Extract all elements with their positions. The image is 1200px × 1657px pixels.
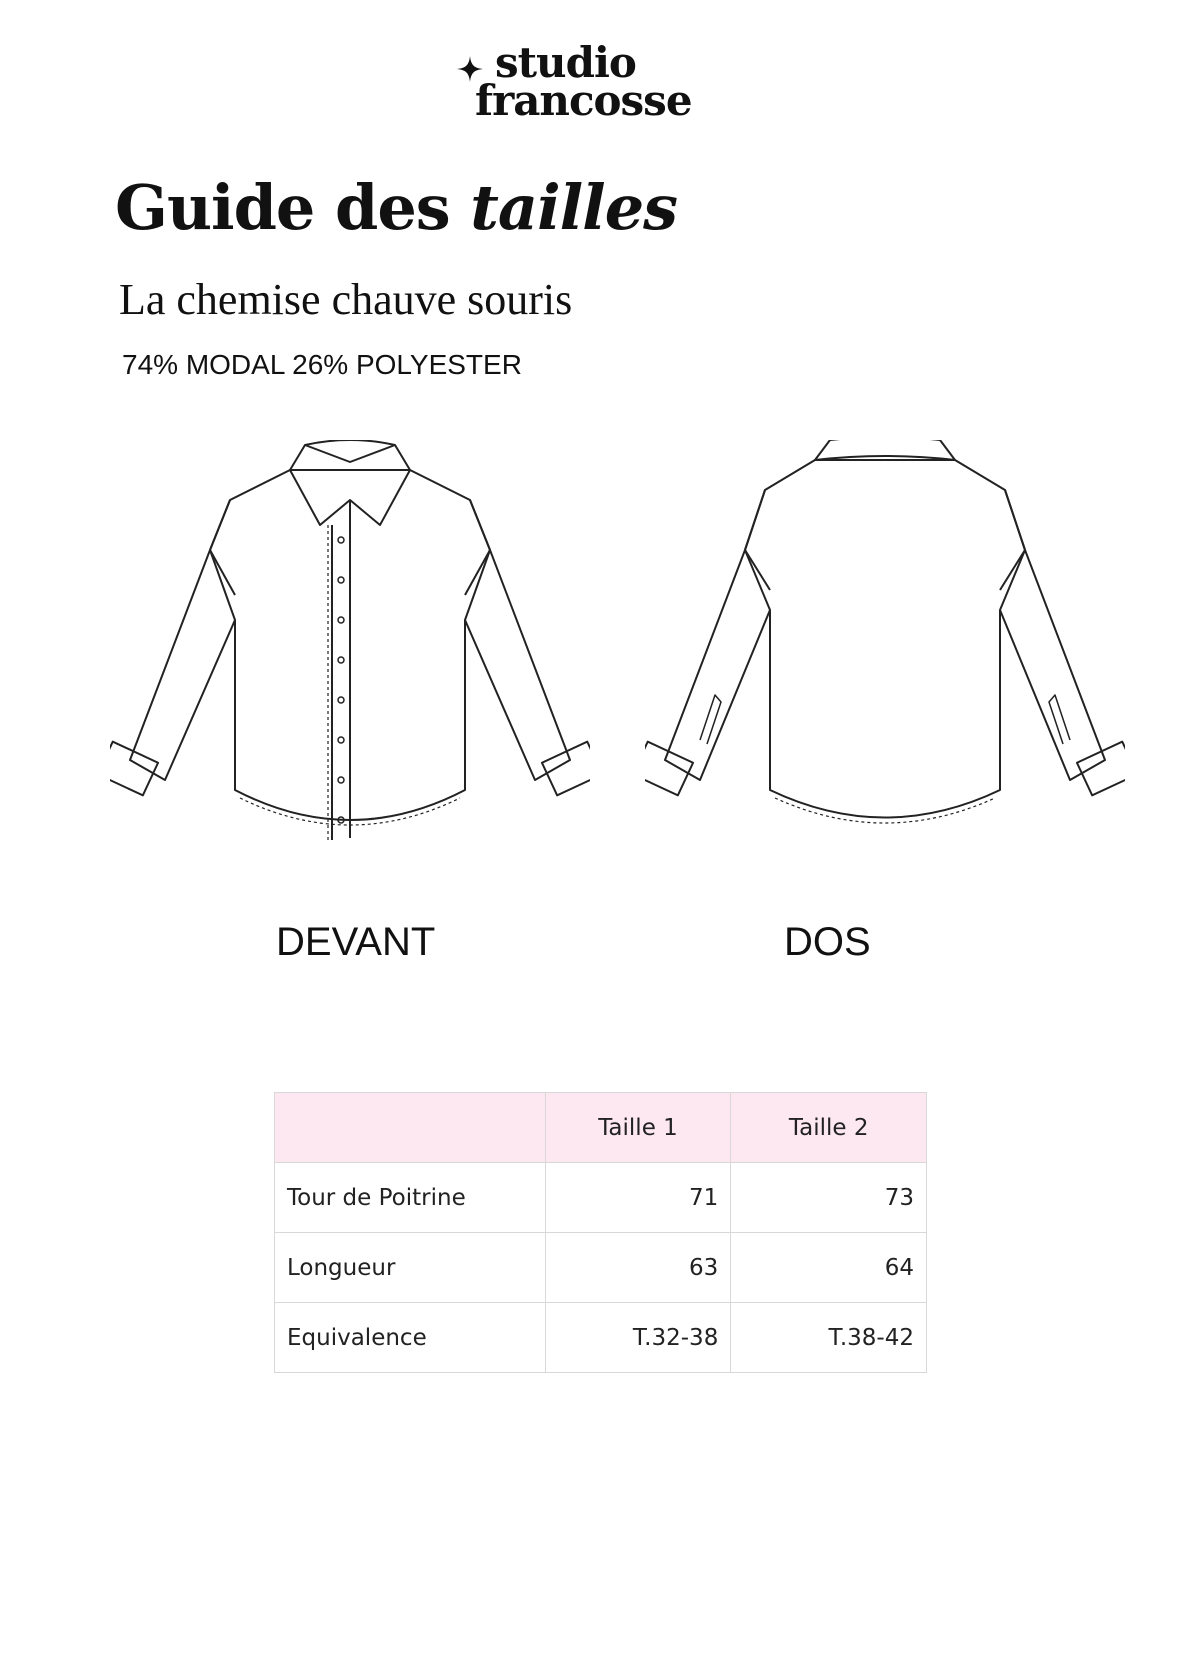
front-view-label: DEVANT (276, 920, 436, 964)
table-cell: 71 (545, 1163, 731, 1233)
table-row (275, 1233, 927, 1303)
fabric-composition: 74% MODAL 26% POLYESTER (122, 349, 522, 380)
title-italic: tailles (470, 171, 678, 244)
brand-line-1: studio (495, 38, 636, 87)
shirt-front-drawing (110, 440, 590, 860)
table-header-cell: Taille 1 (545, 1093, 731, 1163)
product-name: La chemise chauve souris (119, 275, 573, 324)
table-cell: T.32-38 (545, 1303, 731, 1373)
shirt-back-drawing (645, 440, 1125, 860)
table-header-cell: Taille 2 (731, 1093, 927, 1163)
table-row (275, 1303, 927, 1373)
table-cell: T.38-42 (731, 1303, 927, 1373)
brand-line-2: francosse (475, 76, 692, 125)
table-row (275, 1163, 927, 1233)
table-cell: 63 (545, 1233, 731, 1303)
table-header-cell (275, 1093, 546, 1163)
brand-logo (455, 40, 755, 130)
title-regular: Guide des (115, 171, 450, 244)
table-cell: 64 (731, 1233, 927, 1303)
table-cell: 73 (731, 1163, 927, 1233)
size-chart-table (274, 1092, 927, 1373)
page-title (115, 170, 677, 246)
back-view-label: DOS (784, 920, 871, 964)
row-label: Longueur (275, 1233, 546, 1303)
row-label: Tour de Poitrine (275, 1163, 546, 1233)
row-label: Equivalence (275, 1303, 546, 1373)
table-header-row (275, 1093, 927, 1163)
